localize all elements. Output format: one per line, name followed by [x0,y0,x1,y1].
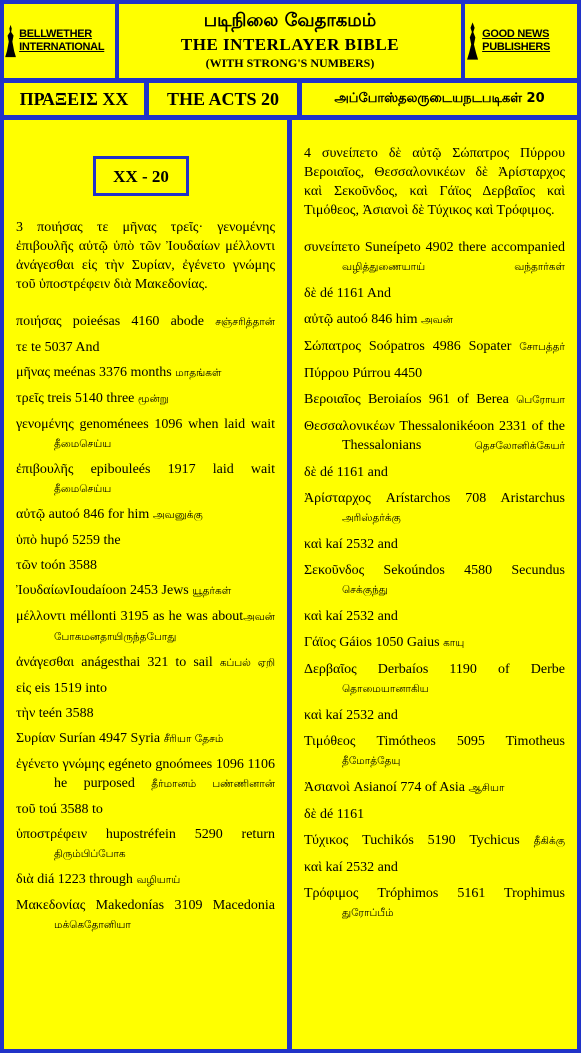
tamil-gloss: தீமோத்தேயு [342,755,401,767]
word-entry [16,531,275,550]
tamil-gloss: சீரியா தேசம் [163,733,224,745]
greek-word: Ἀσιανοὶ [304,780,350,795]
torch-icon [465,12,480,70]
greek-word: μέλλοντι [16,609,66,624]
translit-strong-english: genoménees 1096 when laid wait [73,417,275,432]
greek-word: ἐγένετο γνώμης [16,757,105,772]
title-tamil: படிநிலை வேதாகமம் [203,10,377,31]
tamil-gloss: பெரோயா [516,394,565,406]
greek-word: Δερβαῖος [304,662,357,677]
greek-word: δὲ [304,465,317,480]
tamil-gloss: யூதர்கள் [192,585,232,597]
title-block [119,4,461,78]
greek-word: Τρόφιμος [304,886,359,901]
translit-strong-english: egéneto gnoómees 1096 1106 he purposed [54,757,276,791]
tamil-gloss: மக்கெதோனியா [54,919,131,931]
translit-strong-english: Derbaíos 1190 of Derbe [356,662,565,677]
tamil-gloss: சஞ்சரித்தான் [215,316,275,328]
translit-strong-english: epibouleés 1917 laid wait [73,462,275,477]
translit-strong-english: hupó 5259 the [37,533,121,548]
word-entry [16,679,275,698]
word-entry [16,389,275,409]
tamil-gloss: அரிஸ்தர்க்கு [342,512,401,524]
title-main: THE INTERLAYER BIBLE [180,35,400,54]
logo-right-text: GOOD NEWS PUBLISHERS [482,28,551,53]
word-entry [304,633,565,653]
word-entry [304,284,565,303]
translit-strong-english: meénas 3376 months [50,365,176,380]
word-entry [304,778,565,798]
word-entry [16,505,275,525]
greek-word: ὑποστρέφειν [16,827,88,842]
greek-word: Ἀρίσταρχος [304,491,371,506]
tamil-gloss: மாதங்கள் [175,367,222,379]
word-entry [304,390,565,410]
translit-strong-english: teén 3588 [35,706,94,721]
title-sub: (WITH STRONG'S NUMBERS) [205,56,375,70]
tamil-gloss: தெசலோனிக்கேயர் [474,440,565,452]
word-entry [304,463,565,482]
translit-strong-english: autoó 846 him [333,312,421,327]
tamil-gloss: தீமைசெய்ய [54,438,112,450]
word-entry [304,607,565,626]
greek-word: Μακεδονίας [16,898,86,913]
translit-strong-english: te 5037 And [27,340,100,355]
translit-strong-english: Gáios 1050 Gaius [335,635,444,650]
greek-word: μῆνας [16,365,51,380]
word-entry [16,729,275,749]
greek-word: εἰς [16,681,32,696]
book-english: THE ACTS 20 [149,83,297,115]
tamil-gloss: அவன் போகமனதாயிருந்தபோது [54,611,275,643]
greek-word: καὶ [304,860,323,875]
greek-word: συνείπετο [304,240,361,255]
tamil-gloss: வழியாய் [136,874,181,886]
word-entry [16,800,275,819]
word-entry [304,805,565,824]
word-entry [16,755,275,794]
translit-strong-english: Beroiaíos 961 of Berea [360,392,517,407]
translit-strong-english: Thessalonikéoon 2331 of the Thessalonians [342,419,565,453]
chapter-verse-badge: XX - 20 [93,156,189,196]
word-entry [304,858,565,877]
word-entry [16,312,275,332]
translit-strong-english: Timótheos 5095 Timotheus [355,734,565,749]
statue-icon [4,12,17,70]
tamil-gloss: வழித்துணையாய் வந்தார்கள் [342,261,565,273]
word-entry [304,831,565,851]
greek-word: αὐτῷ [304,312,334,327]
tamil-gloss: சோபத்தர் [519,341,565,353]
translit-strong-english: Arístarchos 708 Aristarchus [370,491,565,506]
translit-strong-english: dé 1161 and [316,465,388,480]
greek-word: Θεσσαλονικέων [304,419,395,434]
translit-strong-english: poieésas 4160 abode [61,314,216,329]
word-entry [16,607,275,647]
word-entry [16,581,275,601]
translit-strong-english: kaí 2532 and [322,609,398,624]
translit-strong-english: kaí 2532 and [322,708,398,723]
tamil-gloss: காயு [443,637,465,649]
tamil-gloss: அவன் [421,314,453,326]
tamil-gloss: தொமையானாகிய [342,683,429,695]
translit-strong-english: kaí 2532 and [322,860,398,875]
verse-text: 4 συνείπετο δὲ αὐτῷ Σώπατρος Πύρρου Βεροιαῖος, Θεσσαλονικέων δὲ Ἀρίσταρχος καὶ Σεκοῦνδος, καὶ Γάϊος Δερβαῖος καὶ Τιμόθεος, Ἀσιανοὶ δὲ Τύχικος καὶ Τρόφιμος. [304,146,565,218]
translit-strong-english: Ioudaíoon 2453 Jews [69,583,193,598]
word-entry [304,310,565,330]
greek-word: Γάϊος [304,635,336,650]
greek-word: Σώπατρος [304,339,361,354]
translit-strong-english: hupostréfein 5290 return [87,827,275,842]
greek-word: ὑπὸ [16,533,37,548]
greek-word: ποιήσας [16,314,62,329]
greek-word: τρεῖς [16,391,44,406]
translit-strong-english: Púrrou 4450 [348,366,423,381]
book-tamil: அப்போஸ்தலருடையநடபடிகள் 20 [302,83,577,115]
left-column [4,120,287,1049]
word-entry [16,870,275,890]
word-entry [16,653,275,673]
greek-word: τε [16,340,28,355]
tamil-gloss: துரோப்பீம் [342,907,394,919]
translit-strong-english: dé 1161 [316,807,365,822]
word-entry [16,415,275,454]
translit-strong-english: toón 3588 [37,558,98,573]
greek-word: τοῦ [16,802,36,817]
greek-word: δὲ [304,807,317,822]
word-entry [304,535,565,554]
word-entry [16,363,275,383]
translit-strong-english: méllonti 3195 as he was about [65,609,244,624]
right-column [292,120,577,1049]
tamil-gloss: தீகிக்கு [533,835,565,847]
word-entry [16,896,275,935]
word-entry [304,732,565,771]
translit-strong-english: Tuchikós 5190 Tychicus [348,833,534,848]
tamil-gloss: திரும்பிப்போக [54,848,126,860]
good-news-logo [465,4,577,78]
logo-left-text: BELLWETHER INTERNATIONAL [19,28,105,53]
word-entry [304,561,565,600]
translit-strong-english: Surían 4947 Syria [55,731,164,746]
word-entry [304,660,565,699]
tamil-gloss: கப்பல் ஏறி [219,657,275,669]
translit-strong-english: Suneípeto 4902 there accompanied [360,240,565,255]
word-entry [304,337,565,357]
greek-word: Τιμόθεος [304,734,356,749]
word-entry [16,460,275,499]
word-entry [16,338,275,357]
word-entry [304,364,565,383]
tamil-gloss: அவனுக்கு [152,509,203,521]
translit-strong-english: Makedonías 3109 Macedonia [85,898,275,913]
greek-word: τὴν [16,706,36,721]
book-greek: ΠΡΑΞΕΙΣ XX [4,83,144,115]
greek-word: αὐτῷ [16,507,46,522]
translit-strong-english: autoó 846 for him [45,507,153,522]
translit-strong-english: Tróphimos 5161 Trophimus [358,886,565,901]
greek-word: γενομένης [16,417,74,432]
word-list [16,312,275,935]
greek-word: καὶ [304,609,323,624]
greek-word: δὲ [304,286,317,301]
greek-word: Ἰουδαίων [16,583,70,598]
verse-text: 3 ποιήσας τε μῆνας τρεῖς· γενομένης ἐπιβουλῆς αὐτῷ ὑπὸ τῶν Ἰουδαίων μέλλοντι ἀνάγεσθαι εἰς τὴν Συρίαν, ἐγένετο γνώμης τοῦ ὑποστρέφειν διὰ Μακεδονίας. [16,220,275,292]
translit-strong-english: eis 1519 into [31,681,108,696]
word-entry [16,704,275,723]
greek-word: τῶν [16,558,38,573]
greek-word: Τύχικος [304,833,349,848]
word-entry [16,556,275,575]
greek-word: Πύρρου [304,366,349,381]
greek-word: Σεκοῦνδος [304,563,365,578]
word-entry [304,238,565,277]
greek-word: Συρίαν [16,731,56,746]
tamil-gloss: ஆசியா [468,782,505,794]
word-list [304,238,565,923]
translit-strong-english: anágesthai 321 to sail [74,655,220,670]
translit-strong-english: Soópatros 4986 Sopater [360,339,520,354]
translit-strong-english: toú 3588 to [35,802,103,817]
translit-strong-english: dé 1161 And [316,286,392,301]
translit-strong-english: diá 1223 through [33,872,137,887]
tamil-gloss: செக்குந்து [342,584,388,596]
translit-strong-english: Asianoí 774 of Asia [349,780,469,795]
word-entry [304,884,565,923]
greek-word: καὶ [304,708,323,723]
translit-strong-english: treis 5140 three [43,391,138,406]
word-entry [304,489,565,528]
tamil-gloss: மூன்று [137,393,169,405]
translit-strong-english: kaí 2532 and [322,537,398,552]
word-entry [304,417,565,456]
word-entry [304,706,565,725]
greek-word: διὰ [16,872,34,887]
greek-word: ἐπιβουλῆς [16,462,74,477]
translit-strong-english: Sekoúndos 4580 Secundus [364,563,565,578]
greek-word: Βεροιαῖος [304,392,361,407]
word-entry [16,825,275,864]
greek-word: καὶ [304,537,323,552]
greek-word: ἀνάγεσθαι [16,655,75,670]
bellwether-logo [4,4,115,78]
tamil-gloss: தீமைசெய்ய [54,483,112,495]
tamil-gloss: தீர்மானம் பண்ணினான் [151,778,275,790]
